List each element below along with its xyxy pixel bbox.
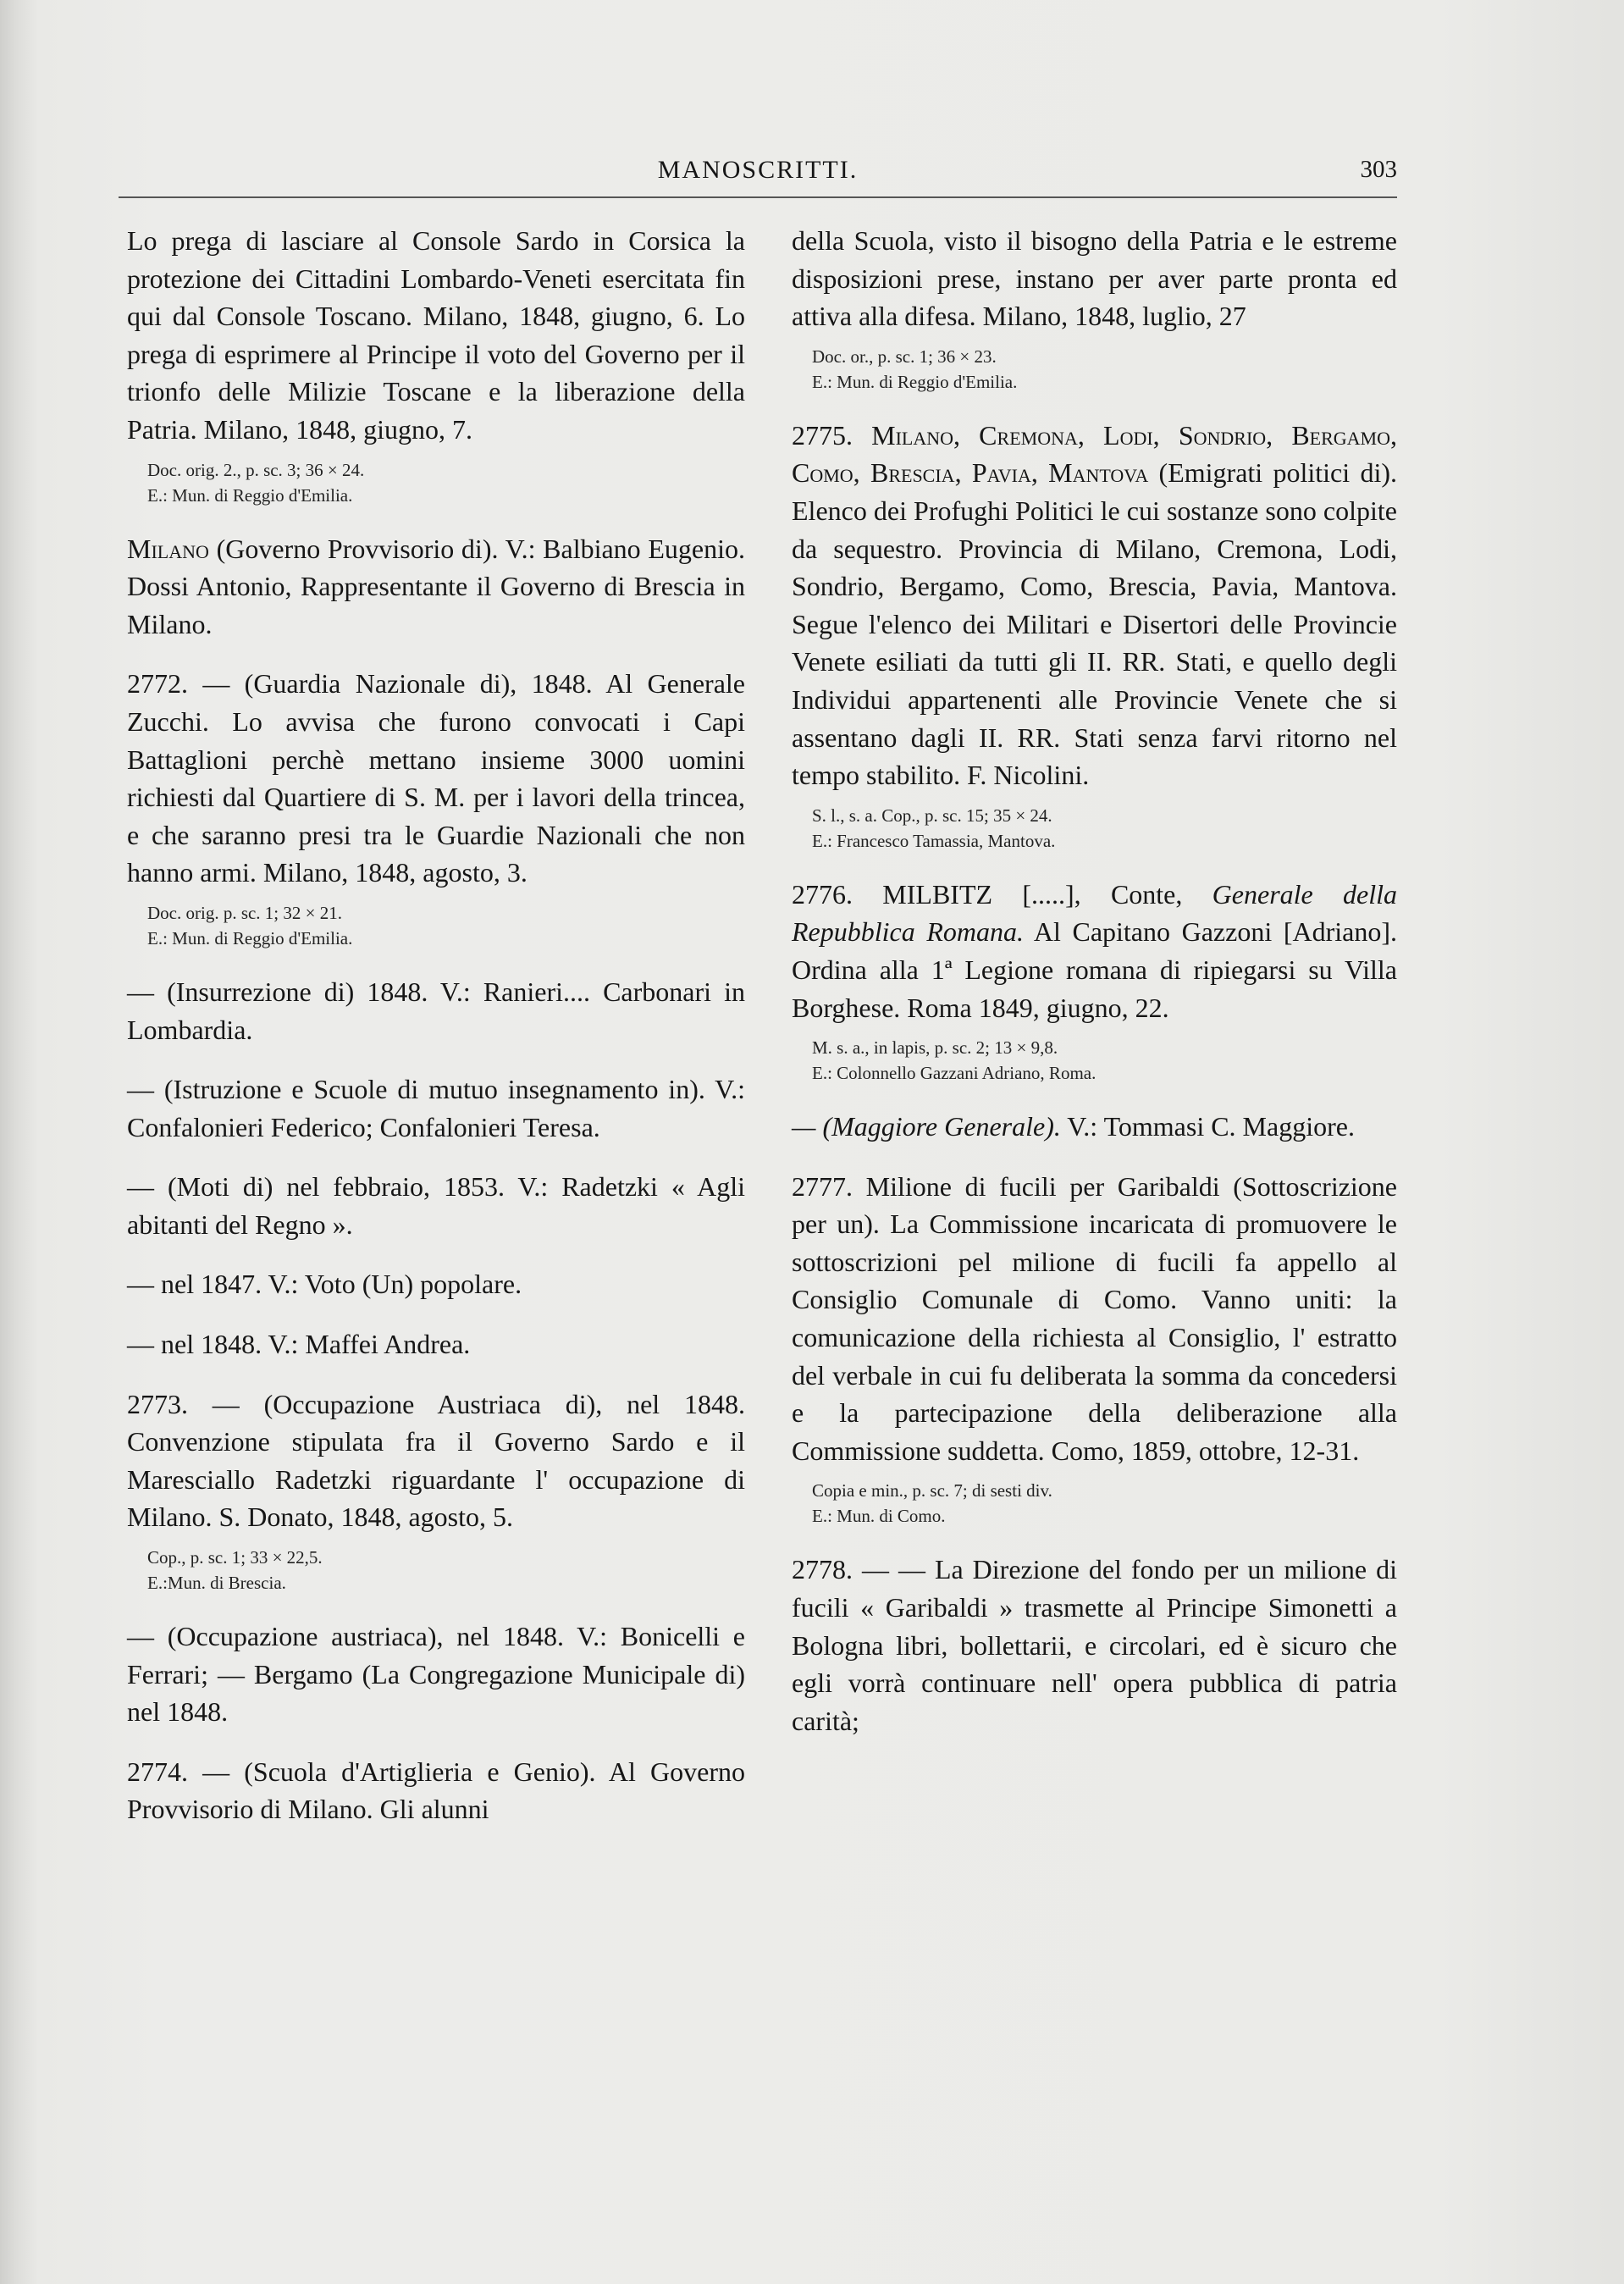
meta-line: E.: Mun. di Reggio d'Emilia. bbox=[812, 371, 1018, 392]
entry-heading: MILBITZ [.....], Conte, bbox=[882, 878, 1183, 910]
entry-meta bbox=[147, 457, 745, 508]
entry-text: — (Moti di) nel febbraio, 1853. V.: Radetzki « Agli abitanti del Regno ». bbox=[127, 1171, 745, 1240]
entry-text: 2776. MILBITZ [.....], Conte, Generale della Repubblica Romana. Al Capitano Gazzoni [Adriano]. Ordina alla 1ª Legione romana di ripiegarsi su Villa Borghese. Roma 1849, giugno, 22. bbox=[792, 878, 1398, 1023]
entry-heading: Milano, Cremona, Lodi, Sondrio, Bergamo, Como, Brescia, Pavia, Mantova bbox=[792, 419, 1397, 489]
entry-continuation-2774 bbox=[792, 222, 1397, 395]
entry-2777 bbox=[792, 1168, 1397, 1529]
page-number: 303 bbox=[1360, 156, 1397, 183]
page-title: MANOSCRITTI. bbox=[657, 156, 859, 184]
entry-meta bbox=[812, 344, 1397, 395]
entry-number: 2778. bbox=[792, 1554, 853, 1585]
entry-occupazione-austriaca bbox=[127, 1618, 745, 1731]
meta-line: Doc. orig. 2., p. sc. 3; 36 × 24. bbox=[147, 459, 365, 480]
entry-text: 2773. — (Occupazione Austriaca di), nel 1848. Convenzione stipulata fra il Governo Sardo e il Maresciallo Radetzki riguardante l' occupazione di Milano. S. Donato, 1848, agosto, 5. bbox=[127, 1388, 745, 1533]
meta-line: Doc. orig. p. sc. 1; 32 × 21. bbox=[147, 902, 342, 923]
meta-line: E.:Mun. di Brescia. bbox=[147, 1573, 286, 1594]
entry-text: 2775. Milano, Cremona, Lodi, Sondrio, Bergamo, Como, Brescia, Pavia, Mantova (Emigrati politici di). Elenco dei Profughi Politici le cui sostanze sono colpite da sequestro. Provincia di Milano, Cremona, Lodi, Sondrio, Bergamo, Como, Brescia, Pavia, Mantova. Segue l'elenco dei Militari e Disertori delle Provincie Venete esiliati da tutti gli II. RR. Stati, e quello degli Individui appartenenti alle Provincie Venete che si assentano dagli II. RR. Stati senza farvi ritorno nel tempo stabilito. F. Nicolini. bbox=[792, 419, 1398, 791]
entry-subtitle: Generale della Repubblica Romana. bbox=[792, 878, 1398, 948]
entry-text: Milano (Governo Provvisorio di). V.: Balbiano Eugenio. Dossi Antonio, Rappresentante il Governo di Brescia in Milano. bbox=[127, 533, 745, 639]
entry-text: 2777. Milione di fucili per Garibaldi (Sottoscrizione per un). La Commissione incaricata di promuovere le sottoscrizioni pel milione di fucili fa appello al Consiglio Comunale di Como. Vanno uniti: la comunicazione della richiesta al Consiglio, l' estratto del verbale in cui fu deliberata la somma da concedersi e la partecipazione della deliberazione alla Commissione suddetta. Como, 1859, ottobre, 12-31. bbox=[792, 1170, 1397, 1466]
entry-text: — nel 1847. V.: Voto (Un) popolare. bbox=[127, 1269, 522, 1300]
entry-text: della Scuola, visto il bisogno della Patria e le estreme disposizioni prese, instano per aver parte pronta ed attiva alla difesa. Milano, 1848, luglio, 27 bbox=[792, 225, 1397, 332]
header-rule bbox=[119, 196, 1397, 198]
running-header bbox=[119, 156, 1397, 190]
entry-number: 2774. bbox=[127, 1756, 188, 1787]
entry-text: — (Insurrezione di) 1848. V.: Ranieri.... Carbonari in Lombardia. bbox=[127, 976, 745, 1045]
entry-text: Lo prega di lasciare al Console Sardo in Corsica la protezione dei Cittadini Lombardo-Veneti esercitata fin qui dal Console Toscano. Milano, 1848, giugno, 6. Lo prega di esprimere al Principe il voto del Governo per il trionfo delle Milizie Toscane e la liberazione della Patria. Milano, 1848, giugno, 7. bbox=[127, 225, 745, 445]
meta-line: E.: Colonnello Gazzani Adriano, Roma. bbox=[812, 1063, 1096, 1084]
entry-2775 bbox=[792, 417, 1397, 854]
entry-milano-governo bbox=[127, 530, 745, 644]
entry-text: 2778. — — La Direzione del fondo per un milione di fucili « Garibaldi » trasmette al Principe Simonetti a Bologna libri, bollettarii, e circolari, ed è sicuro che egli vorrà continuare nell' opera pubblica di patria carità; bbox=[792, 1554, 1397, 1736]
entry-2772 bbox=[127, 665, 745, 951]
meta-line: E.: Mun. di Como. bbox=[812, 1506, 946, 1527]
entry-istruzione bbox=[127, 1070, 745, 1146]
entry-text: 2772. — (Guardia Nazionale di), 1848. Al Generale Zucchi. Lo avvisa che furono convocati i Capi Battaglioni perchè mettano insieme 3000 uomini richiesti dal Quartiere di S. M. per i lavori della trincea, e che saranno presi tra le Guardie Nazionali che non hanno armi. Milano, 1848, agosto, 3. bbox=[127, 668, 745, 888]
entry-1848 bbox=[127, 1325, 745, 1363]
entry-number: 2775. bbox=[792, 419, 853, 451]
entry-insurrezione bbox=[127, 973, 745, 1048]
meta-line: S. l., s. a. Cop., p. sc. 15; 35 × 24. bbox=[812, 805, 1052, 826]
entry-meta bbox=[147, 900, 745, 951]
meta-line: E.: Mun. di Reggio d'Emilia. bbox=[147, 484, 353, 506]
entry-maggiore-generale bbox=[792, 1108, 1397, 1146]
meta-line: E.: Francesco Tamassia, Mantova. bbox=[812, 830, 1056, 851]
entry-meta bbox=[812, 1478, 1397, 1529]
entry-text: — (Maggiore Generale). V.: Tommasi C. Maggiore. bbox=[792, 1111, 1355, 1142]
meta-line: Copia e min., p. sc. 7; di sesti div. bbox=[812, 1480, 1052, 1501]
meta-line: M. s. a., in lapis, p. sc. 2; 13 × 9,8. bbox=[812, 1037, 1058, 1059]
entry-moti bbox=[127, 1168, 745, 1243]
entry-1847 bbox=[127, 1265, 745, 1303]
entry-heading: — (Maggiore Generale). bbox=[792, 1111, 1061, 1142]
entry-heading: Milano bbox=[127, 533, 209, 564]
left-column bbox=[127, 222, 745, 1850]
entry-text: — (Istruzione e Scuole di mutuo insegnamento in). V.: Confalonieri Federico; Confalonieri Teresa. bbox=[127, 1074, 745, 1142]
entry-text: — (Occupazione austriaca), nel 1848. V.: Bonicelli e Ferrari; — Bergamo (La Congregazione Municipale di) nel 1848. bbox=[127, 1621, 745, 1728]
entry-meta bbox=[812, 1035, 1397, 1086]
meta-line: Doc. or., p. sc. 1; 36 × 23. bbox=[812, 346, 997, 367]
meta-line: Cop., p. sc. 1; 33 × 22,5. bbox=[147, 1547, 323, 1568]
entry-meta bbox=[812, 803, 1397, 854]
entry-number: 2777. bbox=[792, 1170, 853, 1202]
entry-2774 bbox=[127, 1753, 745, 1828]
meta-line: E.: Mun. di Reggio d'Emilia. bbox=[147, 927, 353, 948]
entry-text: — nel 1848. V.: Maffei Andrea. bbox=[127, 1329, 471, 1360]
entry-number: 2773. bbox=[127, 1388, 188, 1419]
entry-2776 bbox=[792, 876, 1397, 1086]
right-column bbox=[792, 222, 1397, 1761]
entry-number: 2776. bbox=[792, 878, 853, 910]
entry-meta bbox=[147, 1545, 745, 1595]
entry-text: 2774. — (Scuola d'Artiglieria e Genio). Al Governo Provvisorio di Milano. Gli alunni bbox=[127, 1756, 745, 1825]
entry-continuation bbox=[127, 222, 745, 508]
entry-number: 2772. bbox=[127, 668, 188, 700]
entry-2773 bbox=[127, 1385, 745, 1595]
entry-2778 bbox=[792, 1551, 1397, 1739]
